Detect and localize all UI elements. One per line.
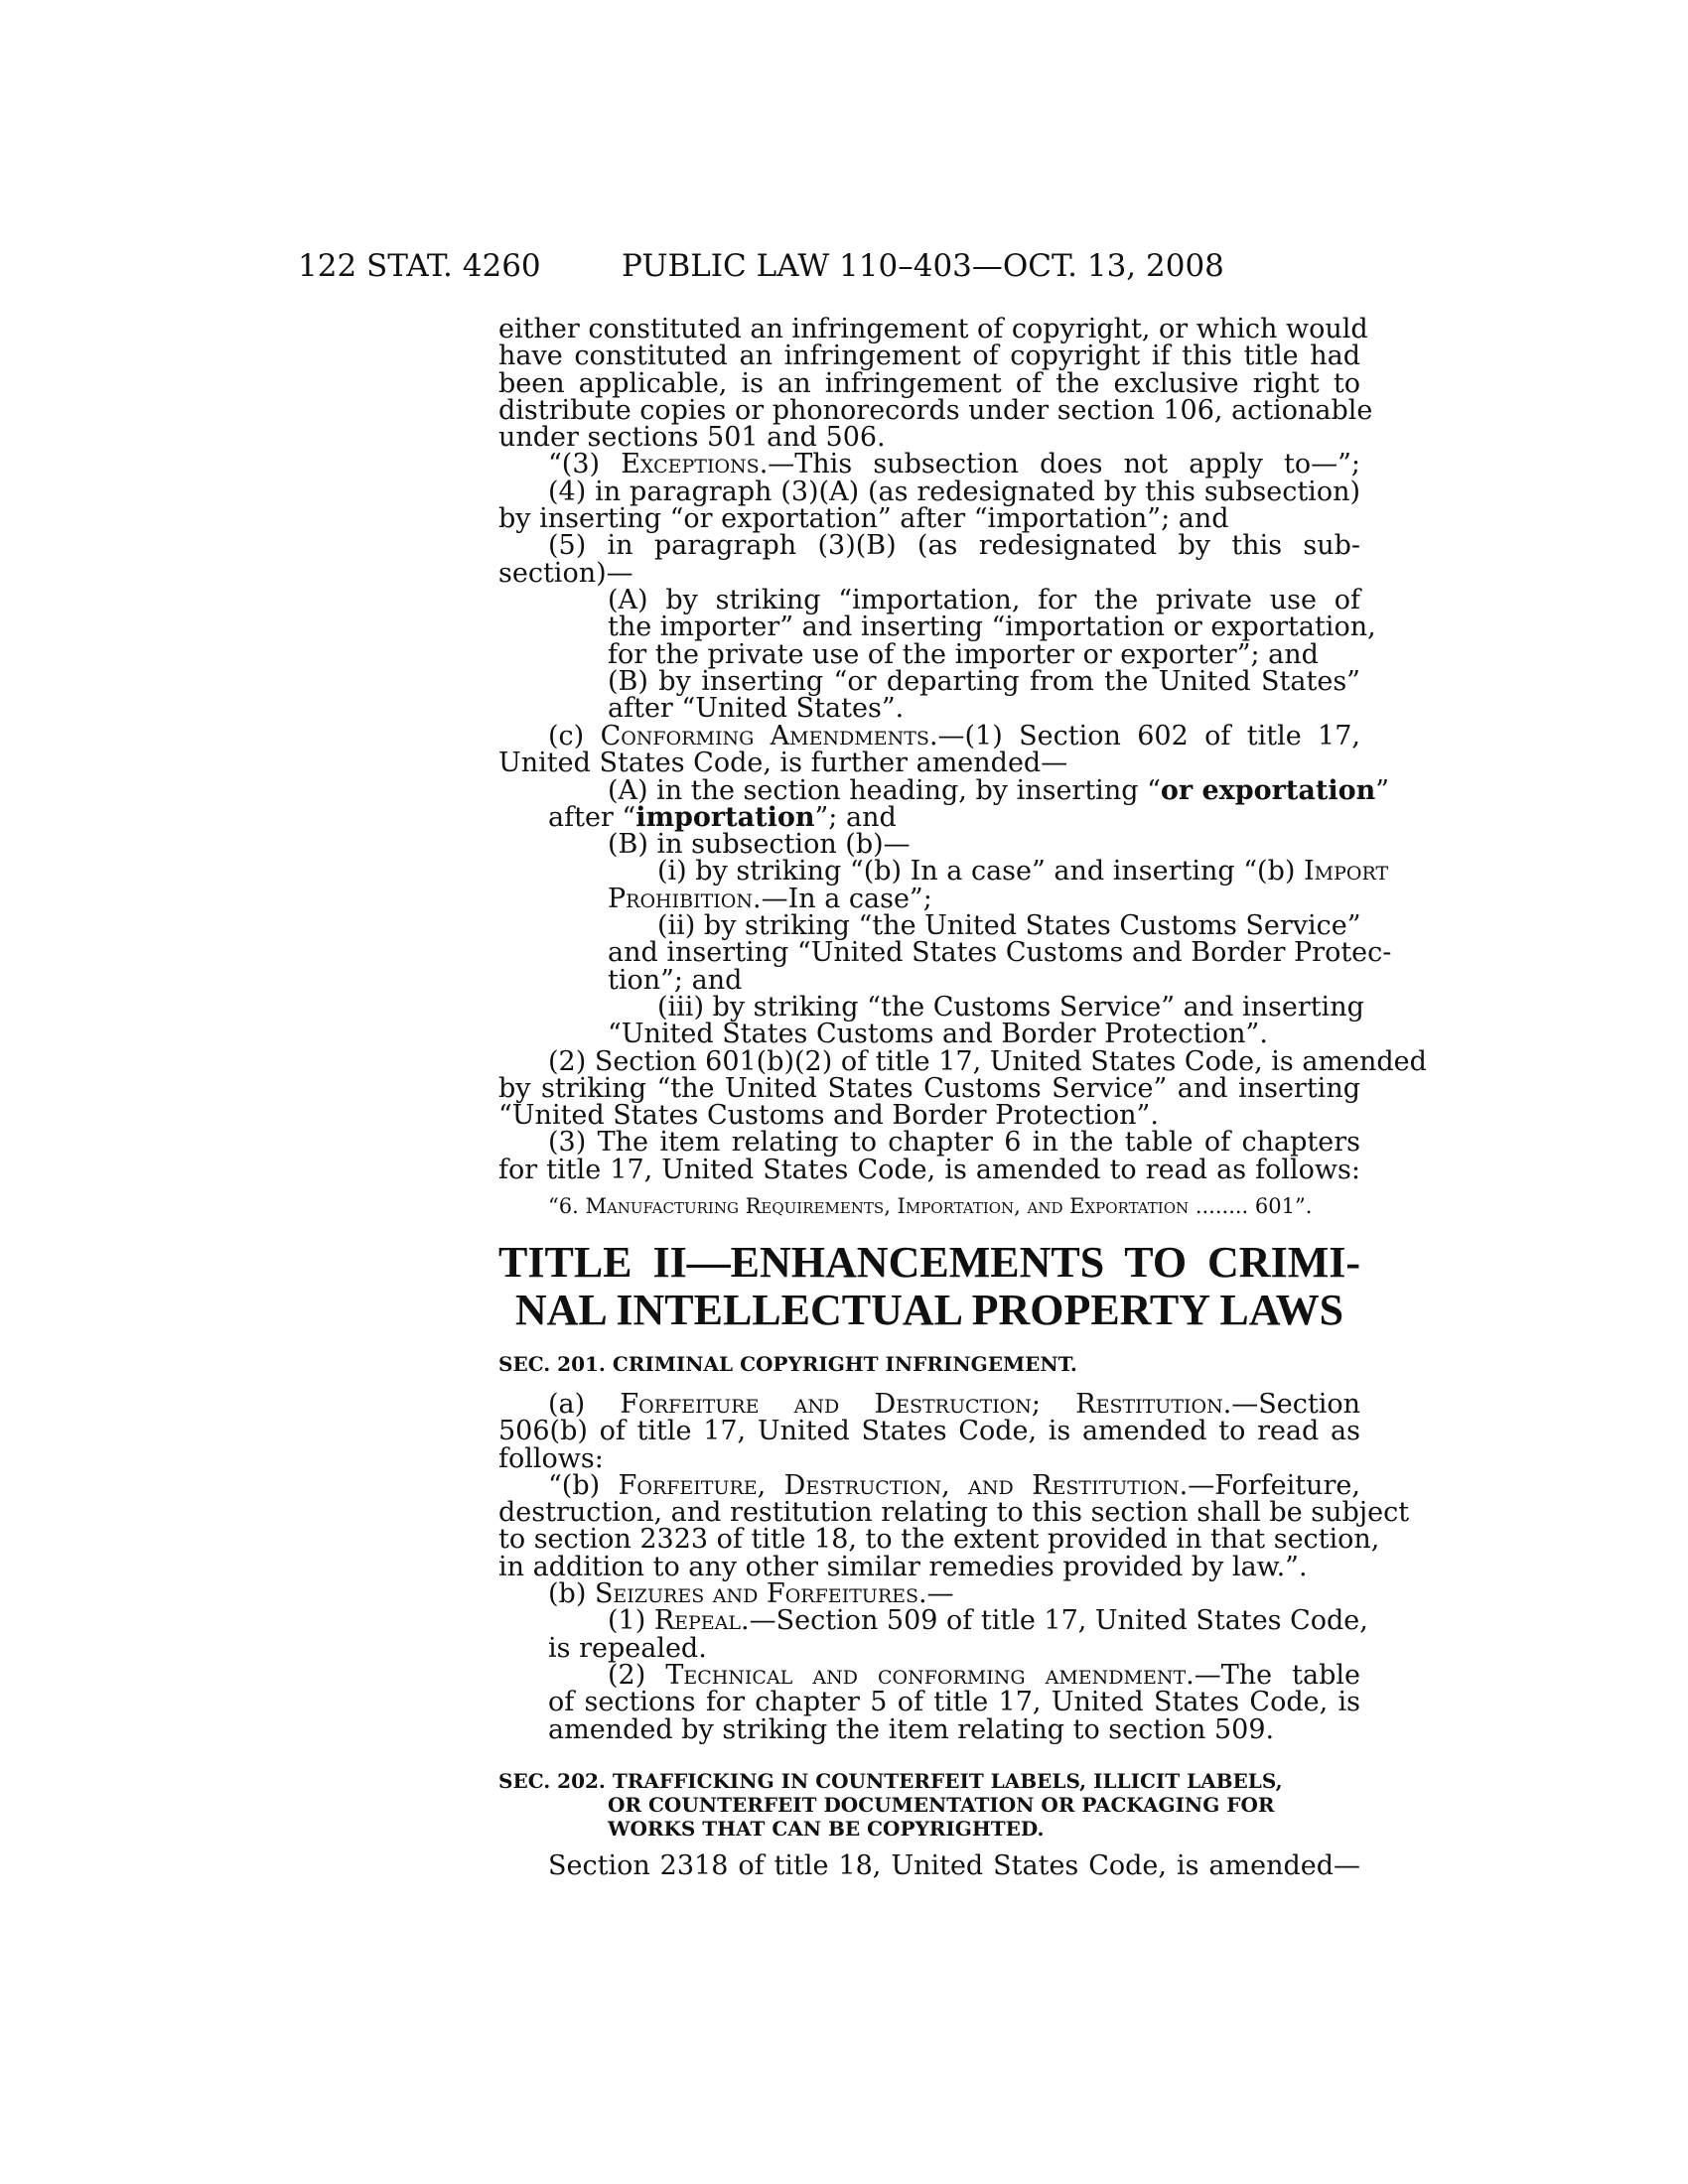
section-202 [498, 1769, 1360, 1879]
text-line: by striking “the United States Customs Service” and inserting [498, 1072, 1360, 1104]
text-line: been applicable, is an infringement of the exclusive right to [498, 367, 1360, 399]
running-header: PUBLIC LAW 110–403—OCT. 13, 2008 [622, 248, 1224, 284]
text-line: to section 2323 of title 18, to the extent provided in that section, [498, 1524, 1380, 1556]
text-line: (i) by striking “(b) In a case” and inserting “(b) Import [657, 856, 1389, 887]
title-line-2: NAL INTELLECTUAL PROPERTY LAWS [514, 1286, 1344, 1334]
upper-text-block [498, 314, 1376, 725]
text-line: destruction, and restitution relating to this section shall be subject [498, 1497, 1410, 1529]
text-line: have constituted an infringement of copyright if this title had [498, 341, 1360, 372]
text-line: section)— [498, 557, 633, 589]
text-line: “United States Customs and Border Protection”. [498, 1100, 1159, 1132]
text-line: either constituted an infringement of copyright, or which would [498, 314, 1368, 344]
table-of-chapters-entry: “6. Manufacturing Requirements, Importation, and Exportation ........ 601”. [548, 1194, 1313, 1219]
text-line: (4) in paragraph (3)(A) (as redesignated by this subsection) [548, 476, 1360, 507]
text-line: after “United States”. [608, 693, 905, 725]
text-line: (B) in subsection (b)— [608, 829, 911, 861]
text-line: (iii) by striking “the Customs Service” and inserting [657, 991, 1364, 1023]
text-line: under sections 501 and 506. [498, 422, 886, 454]
text-line: (A) in the section heading, by inserting “or exportation” [608, 774, 1390, 806]
page-number: 122 STAT. 4260 [298, 248, 541, 284]
text-line: and inserting “United States Customs and Border Protec- [608, 937, 1392, 969]
conforming-amendments [498, 721, 1427, 1220]
text-line: for the private use of the importer or exporter”; and [608, 638, 1319, 670]
text-line: 506(b) of title 17, United States Code, is amended to read as [498, 1416, 1360, 1447]
text-line: is repealed. [548, 1632, 707, 1664]
text-line: Section 2318 of title 18, United States Code, is amended— [548, 1850, 1360, 1881]
text-line: (3) The item relating to chapter 6 in the table of chapters [548, 1127, 1360, 1159]
text-line: (A) by striking “importation, for the private use of [608, 584, 1360, 615]
conforming-heading-line: (c) Conforming Amendments.—(1) Section 602 of title 17, [548, 721, 1360, 751]
text-line: (ii) by striking “the United States Customs Service” [657, 910, 1361, 942]
section-201 [498, 1352, 1410, 1745]
text-line: for title 17, United States Code, is amended to read as follows: [498, 1154, 1360, 1185]
text-line: amended by striking the item relating to section 509. [548, 1713, 1275, 1745]
text-line: (b) Seizures and Forfeitures.— [548, 1578, 954, 1610]
text-line: distribute copies or phonorecords under section 106, actionable [498, 394, 1373, 426]
text-line: tion”; and [608, 964, 743, 996]
text-line: (2) Technical and conforming amendment.—The table [608, 1659, 1360, 1691]
section-heading: SEC. 202. TRAFFICKING IN COUNTERFEIT LABELS, ILLICIT LABELS, OR COUNTERFEIT DOCUMENTATION OR PACKAGING FOR WORKS THAT CAN BE COPYRIGHTED. [498, 1769, 1283, 1841]
section-heading: SEC. 201. CRIMINAL COPYRIGHT INFRINGEMENT. [498, 1352, 1077, 1376]
text-line: Prohibition.—In a case”; [608, 883, 932, 914]
text-line: (a) Forfeiture and Destruction; Restitution.—Section [548, 1389, 1361, 1420]
title-line-1: TITLE II—ENHANCEMENTS TO CRIMI- [498, 1238, 1360, 1287]
title-heading [498, 1239, 1360, 1334]
text-line: follows: [498, 1442, 604, 1474]
text-line: by inserting “or exportation” after “importation”; and [498, 503, 1229, 535]
text-line: (5) in paragraph (3)(B) (as redesignated by this sub- [548, 530, 1360, 562]
text-line: after “importation”; and [548, 801, 897, 833]
exceptions-paragraph: “(3) Exceptions.—This subsection does not apply to—”; [548, 449, 1360, 480]
text-line: of sections for chapter 5 of title 17, United States Code, is [548, 1687, 1360, 1718]
text-line: “(b) Forfeiture, Destruction, and Restitution.—Forfeiture, [548, 1469, 1360, 1501]
text-line: (1) Repeal.—Section 509 of title 17, United States Code, [608, 1605, 1368, 1637]
text-line: in addition to any other similar remedies provided by law.”. [498, 1551, 1308, 1582]
text-line: “United States Customs and Border Protection”. [608, 1019, 1268, 1050]
text-line: the importer” and inserting “importation or exportation, [608, 612, 1376, 643]
text-line: (2) Section 601(b)(2) of title 17, United States Code, is amended [548, 1045, 1427, 1077]
text-line: United States Code, is further amended— [498, 748, 1068, 779]
text-line: (B) by inserting “or departing from the United States” [608, 665, 1360, 697]
